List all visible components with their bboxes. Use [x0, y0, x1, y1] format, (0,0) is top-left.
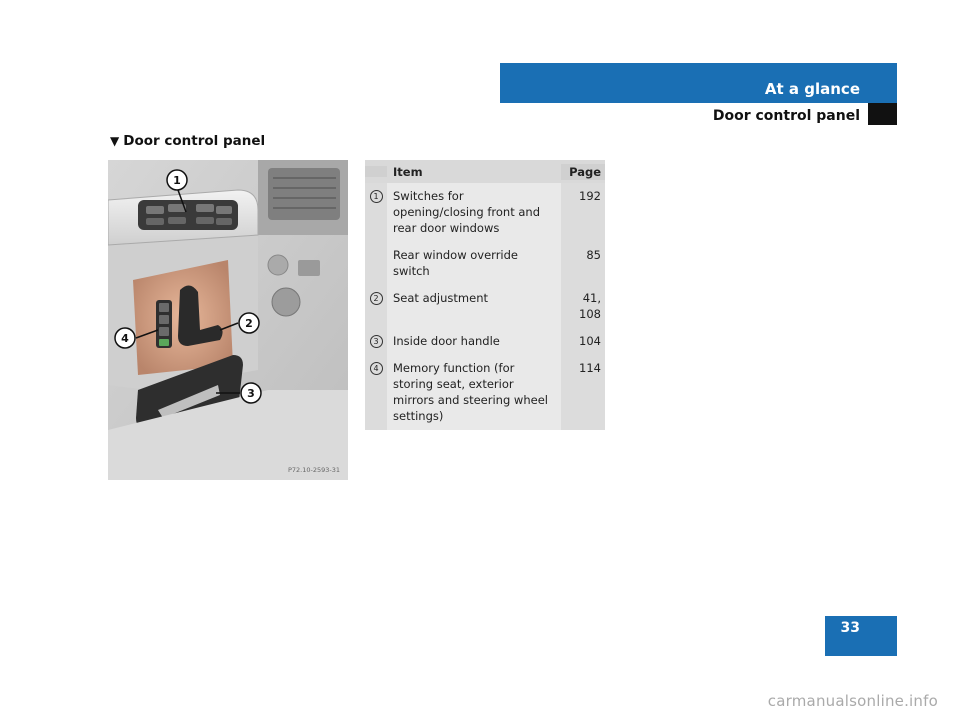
item-description: Memory function (for storing seat, exterior mirrors and steering wheel settings): [387, 355, 561, 430]
table-body: [365, 183, 605, 430]
header-corner-block: [868, 103, 897, 125]
callout-1: 1: [173, 174, 181, 187]
item-page: 192: [561, 183, 605, 242]
callout-2: 2: [245, 317, 253, 330]
page-number-box: [825, 616, 897, 656]
item-description: Rear window override switch: [387, 242, 561, 285]
callout-3: 3: [247, 387, 255, 400]
section-heading: [110, 133, 265, 149]
table-row: [365, 183, 605, 242]
callout-4: 4: [121, 332, 129, 345]
door-panel-photo: [108, 160, 348, 480]
triangle-marker-icon: ▼: [110, 134, 120, 148]
watermark: carmanualsonline.info: [767, 692, 938, 710]
header-bar: [500, 63, 897, 103]
item-page: 41, 108: [561, 285, 605, 328]
item-page: 104: [561, 328, 605, 355]
item-page: 85: [561, 242, 605, 285]
section-title: At a glance: [764, 80, 860, 98]
page-subtitle: Door control panel: [712, 108, 860, 124]
item-number-badge: 4: [370, 362, 383, 375]
item-description: Switches for opening/closing front and rear door windows: [387, 183, 561, 242]
header-page: Page: [561, 164, 605, 180]
table-row: [365, 285, 605, 328]
item-description: Inside door handle: [387, 328, 561, 355]
item-page: 114: [561, 355, 605, 430]
page-number: 33: [840, 620, 860, 636]
table-header: [365, 160, 605, 183]
header-item: Item: [387, 164, 561, 180]
table-row: [365, 328, 605, 355]
item-number-badge: 3: [370, 335, 383, 348]
heading-text: Door control panel: [123, 133, 266, 149]
table-row: [365, 242, 605, 285]
item-number-badge: 1: [370, 190, 383, 203]
door-panel-illustration: [108, 160, 348, 480]
item-page-table: [365, 160, 605, 430]
figure-code: P72.10-2593-31: [287, 466, 340, 474]
item-number-badge: 2: [370, 292, 383, 305]
table-row: [365, 355, 605, 430]
item-description: Seat adjustment: [387, 285, 561, 328]
